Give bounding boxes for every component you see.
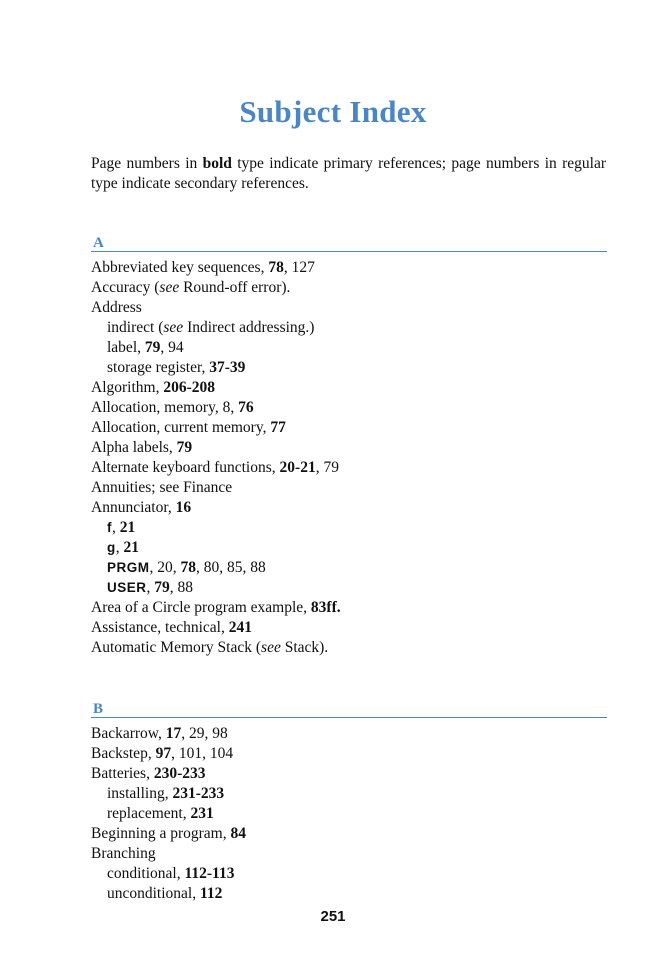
primary-page-ref: 78	[180, 559, 196, 576]
primary-page-ref: 37-39	[209, 359, 246, 376]
key-name: USER	[107, 580, 147, 595]
entry-text: Backstep,	[91, 745, 156, 762]
key-name: PRGM	[107, 560, 150, 575]
entry-text: conditional,	[107, 865, 185, 882]
primary-page-ref: 21	[119, 519, 136, 536]
index-subentry	[91, 558, 611, 578]
index-entry	[91, 438, 611, 458]
section-b-entries	[91, 724, 611, 904]
entry-text: Branching	[91, 845, 156, 862]
index-entry	[91, 278, 611, 298]
primary-page-ref: 79	[176, 439, 193, 456]
primary-page-ref: 79	[144, 339, 161, 356]
entry-text: installing,	[107, 785, 173, 802]
primary-page-ref: 206-208	[163, 379, 216, 396]
index-subentry	[91, 804, 611, 824]
entry-text: Annuities; see Finance	[91, 479, 233, 496]
index-entry	[91, 844, 611, 864]
entry-text: Beginning a program,	[91, 825, 231, 842]
entry-text: , 127	[283, 259, 315, 276]
entry-text: Automatic Memory Stack (	[91, 639, 262, 656]
primary-page-ref: 112	[200, 885, 223, 902]
page-title: Subject Index	[239, 94, 427, 129]
index-entry	[91, 498, 611, 518]
entry-text: Assistance, technical,	[91, 619, 229, 636]
entry-text: Allocation, memory, 8,	[91, 399, 239, 416]
see-reference: see	[163, 319, 184, 336]
entry-text: , 29, 98	[181, 725, 228, 742]
entry-text: Alpha labels,	[91, 439, 177, 456]
primary-page-ref: 76	[238, 399, 254, 416]
entry-text: Round-off error).	[179, 279, 291, 296]
primary-page-ref: 16	[175, 499, 192, 516]
entry-text: Allocation, current memory,	[91, 419, 271, 436]
index-entry	[91, 764, 611, 784]
primary-page-ref: 20-21	[279, 459, 316, 476]
entry-text: Batteries,	[91, 765, 154, 782]
intro-text-start: Page numbers in	[91, 155, 203, 172]
section-letter: B	[93, 701, 104, 717]
primary-page-ref: 230-233	[153, 765, 206, 782]
entry-text: ,	[112, 519, 120, 536]
index-entry	[91, 618, 611, 638]
entry-text: , 94	[160, 339, 184, 356]
entry-text: Abbreviated key sequences,	[91, 259, 269, 276]
index-subentry	[91, 318, 611, 338]
key-name: g	[107, 540, 116, 555]
index-entry	[91, 824, 611, 844]
primary-page-ref: 84	[230, 825, 246, 842]
entry-text: storage register,	[107, 359, 210, 376]
index-entry	[91, 744, 611, 764]
entry-text: , 20,	[149, 559, 181, 576]
index-entry	[91, 598, 611, 618]
entry-text: indirect (	[107, 319, 164, 336]
index-entry	[91, 258, 611, 278]
entry-text: , 101, 104	[171, 745, 234, 762]
entry-text: Indirect addressing.)	[183, 319, 315, 336]
section-letter: A	[93, 235, 104, 251]
primary-page-ref: 79	[154, 579, 170, 596]
entry-text: , 88	[169, 579, 194, 596]
index-subentry	[91, 518, 611, 538]
primary-page-ref: 231-233	[172, 785, 225, 802]
intro-paragraph	[91, 154, 606, 194]
index-entry	[91, 724, 611, 744]
entry-text: Annunciator,	[91, 499, 176, 516]
entry-text: label,	[107, 339, 145, 356]
intro-text-end: type indicate primary references; page numbers in regular type indicate secondary references.	[91, 155, 606, 192]
see-reference: see	[261, 639, 281, 656]
intro-bold-word: bold	[202, 155, 232, 172]
index-subentry	[91, 338, 611, 358]
primary-page-ref: 241	[228, 619, 252, 636]
index-entry	[91, 458, 611, 478]
index-entry	[91, 398, 611, 418]
index-subentry	[91, 884, 611, 904]
index-subentry	[91, 784, 611, 804]
primary-page-ref: 231	[190, 805, 214, 822]
entry-text: ,	[115, 539, 124, 556]
section-header-b	[91, 699, 607, 718]
primary-page-ref: 112-113	[184, 865, 235, 882]
primary-page-ref: 83ff.	[310, 599, 341, 616]
entry-text: Algorithm,	[91, 379, 164, 396]
primary-page-ref: 78	[268, 259, 284, 276]
entry-text: Address	[91, 299, 142, 316]
key-name: f	[107, 520, 112, 535]
primary-page-ref: 97	[155, 745, 172, 762]
entry-text: Alternate keyboard functions,	[91, 459, 280, 476]
index-entry	[91, 418, 611, 438]
index-subentry	[91, 578, 611, 598]
index-entry	[91, 378, 611, 398]
entry-text: , 79	[315, 459, 339, 476]
entry-text: , 80, 85, 88	[196, 559, 266, 576]
primary-page-ref: 77	[270, 419, 286, 436]
index-subentry	[91, 864, 611, 884]
index-entry	[91, 478, 611, 498]
index-entry	[91, 638, 611, 658]
entry-text: Backarrow,	[91, 725, 166, 742]
page-number: 251	[320, 908, 346, 925]
entry-text: replacement,	[107, 805, 191, 822]
index-subentry	[91, 358, 611, 378]
entry-text: Area of a Circle program example,	[91, 599, 311, 616]
entry-text: Accuracy (	[91, 279, 160, 296]
primary-page-ref: 21	[123, 539, 139, 556]
section-header-a	[91, 233, 607, 252]
entry-text: unconditional,	[107, 885, 200, 902]
index-subentry	[91, 538, 611, 558]
entry-text: Stack).	[280, 639, 329, 656]
index-entry	[91, 298, 611, 318]
primary-page-ref: 17	[165, 725, 182, 742]
section-a-entries	[91, 258, 611, 658]
entry-text: ,	[146, 579, 155, 596]
see-reference: see	[159, 279, 180, 296]
